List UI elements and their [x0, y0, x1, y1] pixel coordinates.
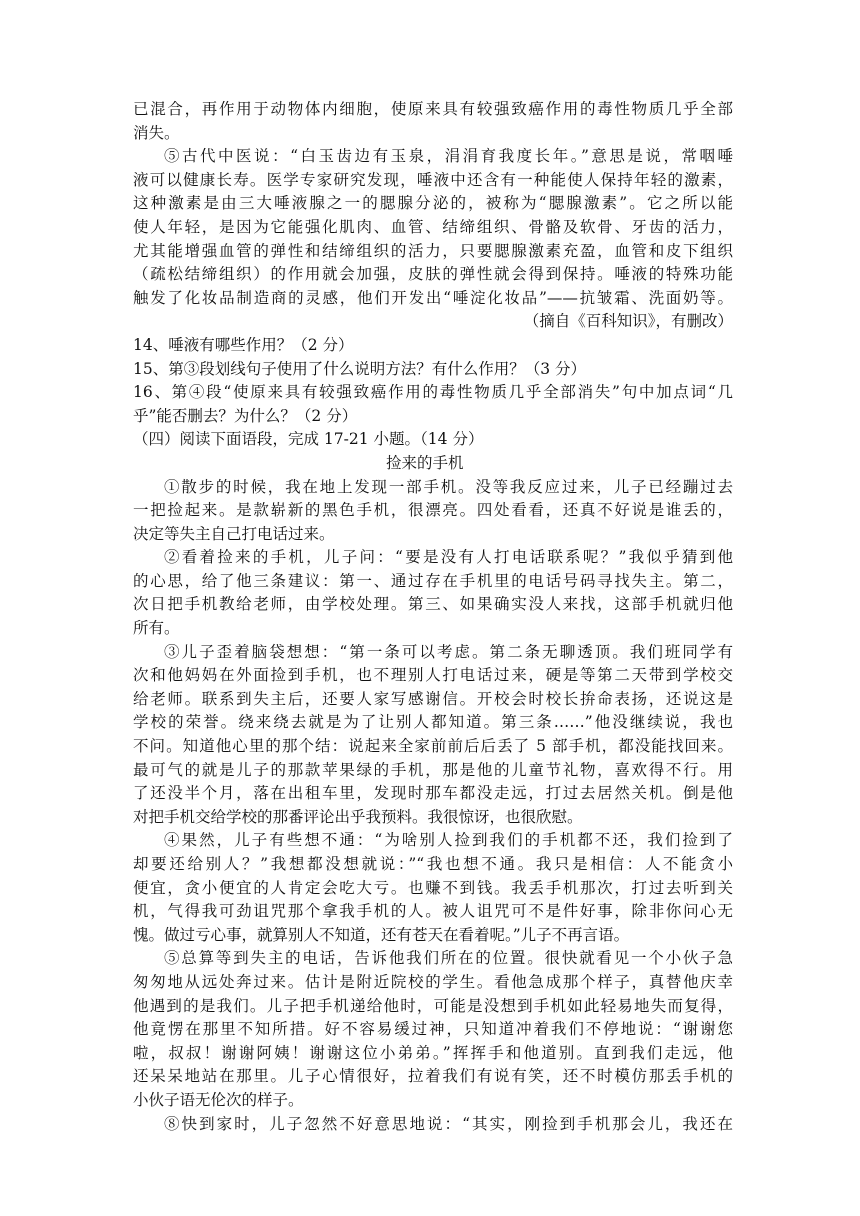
text-line: 却要还给别人？”我想都没想就说：”“我也想不通。我只是相信：人不能贪小 — [133, 855, 733, 873]
text-line: ⑧快到家时，儿子忽然不好意思地说：“其实，刚捡到手机那会儿，我还在 — [164, 1114, 733, 1133]
text-line: 决定等失主自己打电话过来。 — [133, 524, 335, 543]
text-line: ⑤总算等到失主的电话，告诉他我们所在的位置。很快就看见一个小伙子急 — [164, 949, 733, 968]
text-line: ③儿子歪着脑袋想想：“第一条可以考虑。第二条无聊透顶。我们班同学有 — [164, 642, 733, 661]
text-line: 给老师。联系到失主后，还要人家写感谢信。开校会时校长拚命表扬，还说这是 — [133, 689, 733, 708]
text-line: ④果然，儿子有些想不通：“为啥别人捡到我们的手机都不还，我们捡到了 — [164, 831, 733, 850]
text-line: 这种激素是由三大唾液腺之一的腮腺分泌的，被称为“腮腺激素”。它之所以能 — [133, 194, 733, 213]
text-line: 他遇到的是我们。儿子把手机递给他时，可能是没想到手机如此轻易地失而复得， — [133, 996, 733, 1015]
text-line: 14、唾液有哪些作用？（2 分） — [133, 335, 354, 354]
document-page — [133, 98, 733, 1136]
text-line: 15、第③段划线句子使用了什么说明方法？有什么作用？（3 分） — [133, 359, 587, 378]
article-title: 捡来的手机 — [386, 453, 464, 472]
text-line: 次日把手机教给老师，由学校处理。第三、如果确实没人来找，这部手机就归他 — [133, 595, 733, 614]
text-line: 愧。做过亏心事，就算别人不知道，还有苍天在看着呢。”儿子不再言语。 — [133, 925, 630, 944]
text-line: 学校的荣誉。绕来绕去就是为了让别人都知道。第三条……”他没继续说，我也 — [133, 713, 733, 732]
text-line: 尤其能增强血管的弹性和结缔组织的活力，只要腮腺激素充盈，血管和皮下组织 — [133, 241, 733, 260]
text-line: 不问。知道他心里的那个结：说起来全家前前后后丢了 5 部手机，都没能找回来。 — [133, 737, 733, 756]
text-line: 啦，叔叔！谢谢阿姨！谢谢这位小弟弟。”挥挥手和他道别。直到我们走远，他 — [133, 1043, 733, 1062]
text-line: 消失。 — [133, 123, 180, 142]
text-line: 次和他妈妈在外面捡到手机，也不理别人打电话过来，硬是等第二天带到学校交 — [133, 666, 733, 685]
text-line: 16、第④段“使原来具有较强致癌作用的毒性物质几乎全部消失”句中加点词“几 — [133, 383, 733, 402]
text-line: 机，气得我可劲诅咒那个拿我手机的人。被人诅咒可不是件好事，除非你问心无 — [133, 902, 733, 921]
text-line: 小伙子语无伦次的样子。 — [133, 1090, 304, 1109]
text-line: 还呆呆地站在那里。儿子心情很好，拉着我们有说有笑，还不时模仿那丢手机的 — [133, 1067, 733, 1086]
text-line: （疏松结缔组织）的作用就会加强，皮肤的弹性就会得到保持。唾液的特殊功能 — [133, 265, 733, 284]
text-line: 的心思，给了他三条建议：第一、通过存在手机里的电话号码寻找失主。第二， — [133, 571, 733, 590]
text-line: 所有。 — [133, 619, 180, 638]
text-line: 匆匆地从远处奔过来。估计是附近院校的学生。看他急成那个样子，真替他庆幸 — [133, 972, 733, 991]
text-line: 使人年轻，是因为它能强化肌肉、血管、结缔组织、骨骼及软骨、牙齿的活力， — [133, 217, 733, 236]
text-line: 他竟愣在那里不知所措。好不容易缓过神，只知道冲着我们不停地说：“谢谢您 — [133, 1020, 733, 1039]
source-citation: （摘自《百科知识》，有删改） — [523, 312, 733, 331]
text-line: ⑤古代中医说：“白玉齿边有玉泉，涓涓育我度长年。”意思是说，常咽唾 — [164, 147, 733, 166]
text-line: ②看着捡来的手机，儿子问：“要是没有人打电话联系呢？”我似乎猜到他 — [164, 548, 733, 567]
text-line: 对把手机交给学校的那番评论出乎我预料。我很惊讶，也很欣慰。 — [133, 807, 583, 826]
text-line: 乎”能否删去？为什么？（2 分） — [133, 406, 358, 425]
text-line: 一把捡起来。是款崭新的黑色手机，很漂亮。四处看看，还真不好说是谁丢的， — [133, 501, 733, 520]
text-line: 已混合，再作用于动物体内细胞，使原来具有较强致癌作用的毒性物质几乎全部 — [133, 100, 733, 118]
text-line: ①散步的时候，我在地上发现一部手机。没等我反应过来，儿子已经蹦过去 — [164, 477, 733, 496]
text-line: 最可气的就是儿子的那款苹果绿的手机，那是他的儿童节礼物，喜欢得不行。用 — [133, 760, 733, 779]
text-line: 液可以健康长寿。医学专家研究发现，唾液中还含有一种能使人保持年轻的激素， — [133, 170, 733, 189]
text-line: 便宜，贪小便宜的人肯定会吃大亏。也赚不到钱。我丢手机那次，打过去听到关 — [133, 878, 733, 897]
text-line: 触发了化妆品制造商的灵感，他们开发出“唾淀化妆品”——抗皱霜、洗面奶等。 — [133, 288, 733, 307]
text-line: 了还没半个月，落在出租车里，发现时那车都没走远，打过去居然关机。倒是他 — [133, 784, 733, 803]
text-line: （四）阅读下面语段，完成 17-21 小题。（14 分） — [133, 430, 484, 449]
